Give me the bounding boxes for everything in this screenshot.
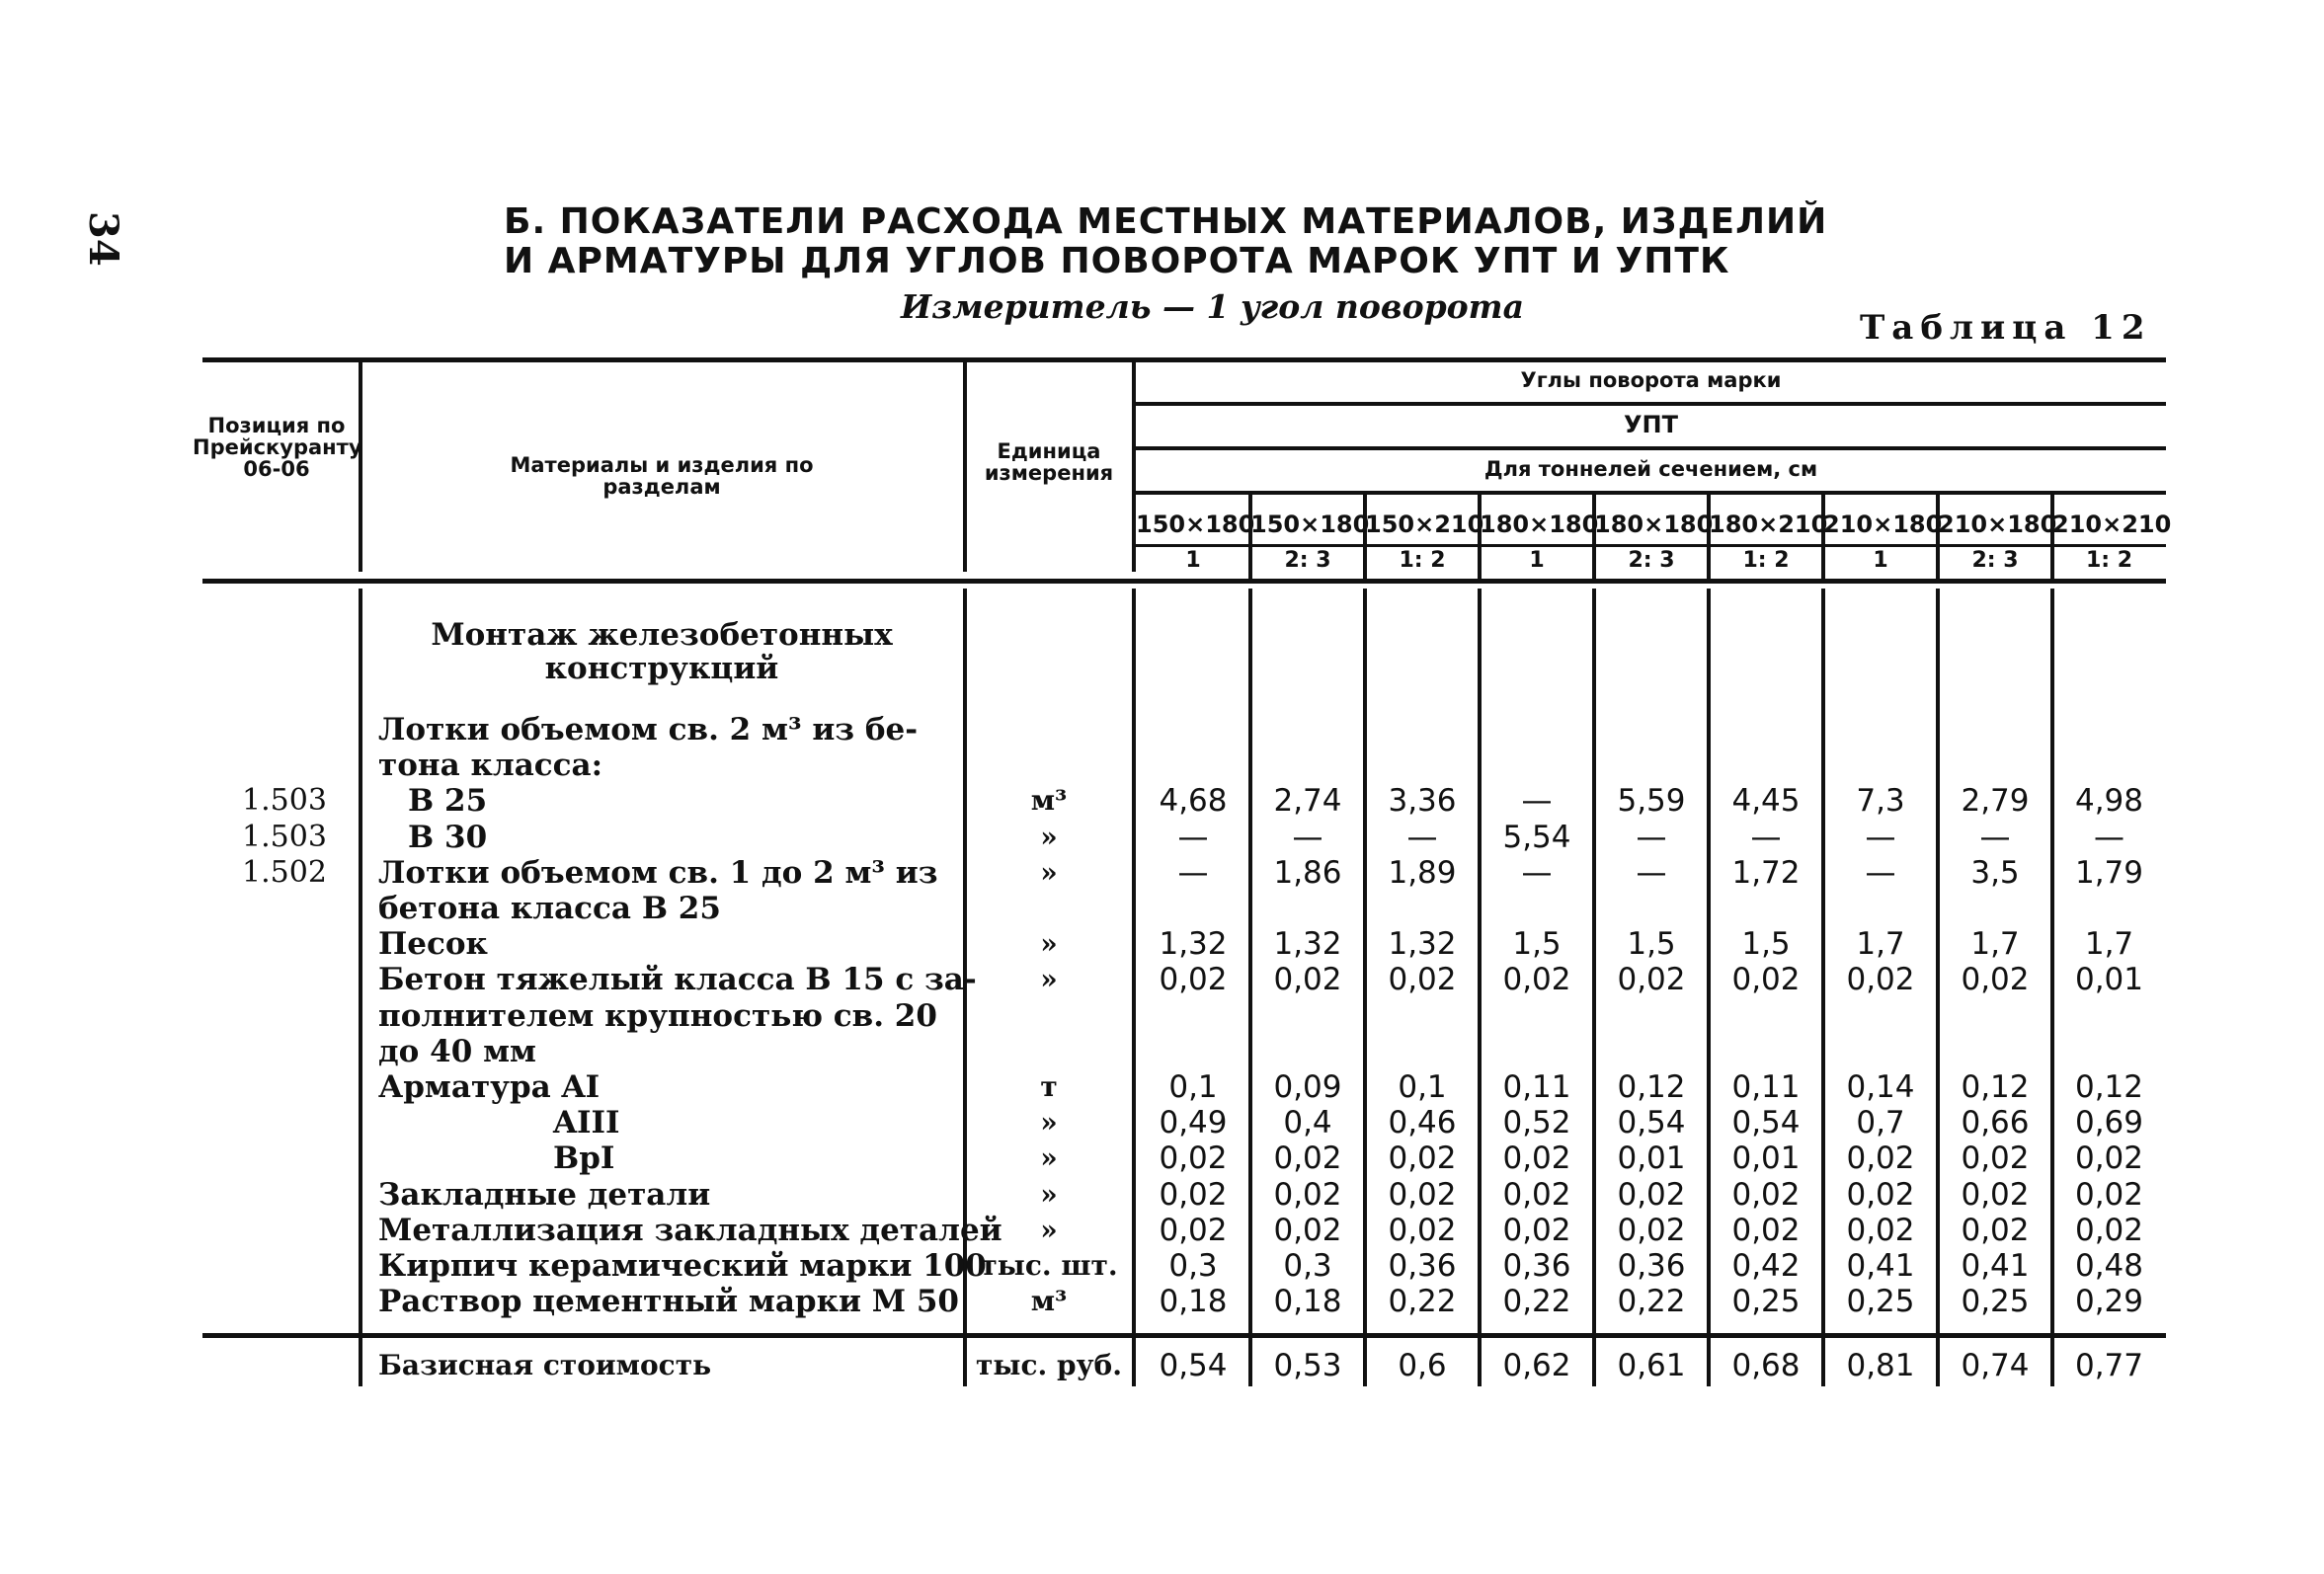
section-title <box>425 618 899 685</box>
row-value: 0,29 <box>2074 1284 2144 1320</box>
row-value: — <box>1521 783 1553 820</box>
row-value: 0,01 <box>1617 1141 1686 1177</box>
row-value: 1,32 <box>1273 926 1342 963</box>
base-cost-value: 0,6 <box>1398 1348 1447 1383</box>
column-ratio: 2: 3 <box>1971 548 2019 573</box>
row-value: 0,36 <box>1502 1248 1571 1284</box>
row-value: 0,02 <box>1731 962 1801 998</box>
row-material: полнителем крупностью св. 20 <box>378 997 937 1034</box>
row-value: 0,12 <box>1617 1069 1686 1105</box>
row-value: 1,86 <box>1273 854 1342 891</box>
row-unit: » <box>1040 855 1058 889</box>
row-value: 0,18 <box>1159 1284 1228 1320</box>
row-value: 0,02 <box>2074 1141 2144 1177</box>
title-line-2: И АРМАТУРЫ ДЛЯ УГЛОВ ПОВОРОТА МАРОК УПТ И УПТК <box>504 241 1730 281</box>
table-label: Таблица 12 <box>1860 308 2152 348</box>
row-material: до 40 мм <box>378 1033 536 1069</box>
column-ratio: 1 <box>1185 548 1201 573</box>
row-value: — <box>1177 819 1209 855</box>
row-position: 1.503 <box>242 819 327 854</box>
row-material: бетона класса В 25 <box>378 891 721 926</box>
row-value: 1,7 <box>1970 926 2020 963</box>
row-value: 0,22 <box>1502 1284 1571 1320</box>
row-value: 0,18 <box>1273 1284 1342 1320</box>
column-size: 210×210 <box>2052 511 2172 538</box>
table-top-rule <box>202 357 2166 362</box>
row-value: 0,02 <box>1273 962 1342 998</box>
base-cost-unit: тыс. руб. <box>976 1349 1122 1381</box>
row-value: 0,02 <box>1159 1176 1228 1213</box>
row-value: 7,3 <box>1856 783 1905 820</box>
section-title-text: Монтаж железобетонных конструкций <box>431 617 893 686</box>
row-value: — <box>1750 819 1782 855</box>
row-value: 0,02 <box>1159 962 1228 998</box>
row-value: 5,54 <box>1502 819 1571 855</box>
measure-subtitle: Измеритель — 1 угол поворота <box>901 287 1524 326</box>
base-cost-value: 0,77 <box>2074 1348 2144 1383</box>
row-value: — <box>1979 819 2011 855</box>
row-value: 4,98 <box>2074 783 2144 820</box>
row-unit: » <box>1040 820 1058 853</box>
row-value: 0,02 <box>1961 1141 2030 1177</box>
row-value: 0,09 <box>1273 1069 1342 1105</box>
row-value: 0,54 <box>1617 1105 1686 1141</box>
row-material: Лотки объемом св. 1 до 2 м³ из <box>378 854 938 891</box>
row-unit: » <box>1040 1106 1058 1140</box>
row-value: 0,02 <box>1617 1176 1686 1213</box>
angles-rule <box>1136 402 2166 406</box>
row-value: 0,11 <box>1731 1069 1801 1105</box>
column-ratio: 1: 2 <box>2085 548 2133 573</box>
header-unit: Единица измерения <box>984 439 1114 485</box>
row-value: 1,72 <box>1731 854 1801 891</box>
row-value: 0,02 <box>1502 1176 1571 1213</box>
header-brand: УПТ <box>1624 411 1678 438</box>
row-value: — <box>1636 819 1667 855</box>
row-value: 0,02 <box>1502 962 1571 998</box>
column-ratio: 1: 2 <box>1399 548 1446 573</box>
row-value: 0,54 <box>1731 1105 1801 1141</box>
base-cost-value: 0,74 <box>1961 1348 2030 1383</box>
column-size: 180×210 <box>1709 511 1828 538</box>
row-value: 5,59 <box>1617 783 1686 820</box>
row-value: 1,89 <box>1388 854 1457 891</box>
row-value: 0,02 <box>1159 1141 1228 1177</box>
base-cost-value: 0,53 <box>1273 1348 1342 1383</box>
row-unit: » <box>1040 963 1058 996</box>
row-value: 0,02 <box>1617 1212 1686 1248</box>
row-value: 0,02 <box>1388 1141 1457 1177</box>
row-unit: » <box>1040 1141 1058 1175</box>
row-value: 0,3 <box>1168 1248 1218 1284</box>
row-value: 0,02 <box>2074 1176 2144 1213</box>
row-value: 0,69 <box>2074 1105 2144 1141</box>
row-value: — <box>1177 854 1209 891</box>
row-value: 0,66 <box>1961 1105 2030 1141</box>
row-unit: » <box>1040 927 1058 961</box>
page-title <box>504 202 1886 281</box>
title-line-1: Б. ПОКАЗАТЕЛИ РАСХОДА МЕСТНЫХ МАТЕРИАЛОВ, ИЗДЕЛИЙ <box>504 201 1828 242</box>
row-value: 0,02 <box>1273 1176 1342 1213</box>
row-value: — <box>1292 819 1323 855</box>
column-ratio: 1 <box>1873 548 1888 573</box>
row-value: 1,5 <box>1741 926 1791 963</box>
row-value: 0,52 <box>1502 1105 1571 1141</box>
page-number: 34 <box>80 211 126 267</box>
row-value: 0,49 <box>1159 1105 1228 1141</box>
row-value: 0,14 <box>1846 1069 1915 1105</box>
header-angles: Углы поворота марки <box>1520 368 1782 392</box>
row-value: 2,74 <box>1273 783 1342 820</box>
row-value: 4,68 <box>1159 783 1228 820</box>
row-value: 0,7 <box>1856 1105 1905 1141</box>
base-cost-value: 0,61 <box>1617 1348 1686 1383</box>
row-material: Закладные детали <box>378 1176 711 1213</box>
column-size: 150×180 <box>1250 511 1370 538</box>
header-sections: Для тоннелей сечением, см <box>1483 457 1818 481</box>
row-value: 0,41 <box>1846 1248 1915 1284</box>
column-size: 180×180 <box>1594 511 1714 538</box>
row-value: 0,02 <box>2074 1212 2144 1248</box>
size-rule <box>1136 544 2166 547</box>
row-material: Бетон тяжелый класса В 15 с за- <box>378 962 977 998</box>
row-value: 0,22 <box>1617 1284 1686 1320</box>
header-bottom-rule <box>202 579 2166 584</box>
row-material: В 25 <box>408 783 488 820</box>
column-ratio: 2: 3 <box>1284 548 1331 573</box>
row-position: 1.503 <box>242 783 327 819</box>
row-unit: т <box>1040 1070 1058 1103</box>
row-material: Раствор цементный марки М 50 <box>378 1284 960 1320</box>
row-value: 1,5 <box>1512 926 1562 963</box>
column-ratio: 1: 2 <box>1742 548 1790 573</box>
row-value: 0,02 <box>1846 1141 1915 1177</box>
row-value: 0,02 <box>1273 1212 1342 1248</box>
column-ratio: 1 <box>1529 548 1545 573</box>
row-value: 0,41 <box>1961 1248 2030 1284</box>
sections-rule <box>1136 491 2166 495</box>
row-material: Песок <box>378 926 488 963</box>
row-value: — <box>1406 819 1438 855</box>
row-value: — <box>1865 819 1896 855</box>
column-size: 210×180 <box>1823 511 1943 538</box>
base-cost-value: 0,68 <box>1731 1348 1801 1383</box>
row-value: 1,79 <box>2074 854 2144 891</box>
row-value: 0,02 <box>1961 1176 2030 1213</box>
row-value: — <box>1865 854 1896 891</box>
header-position: Позиция по Прейскуранту 06-06 <box>193 414 362 481</box>
row-unit: » <box>1040 1177 1058 1211</box>
row-value: 0,02 <box>1846 962 1915 998</box>
row-value: 0,01 <box>1731 1141 1801 1177</box>
row-value: 1,7 <box>1856 926 1905 963</box>
row-value: 4,45 <box>1731 783 1801 820</box>
row-value: 3,36 <box>1388 783 1457 820</box>
row-value: 0,3 <box>1283 1248 1332 1284</box>
row-value: 0,02 <box>1846 1212 1915 1248</box>
column-size: 150×180 <box>1136 511 1255 538</box>
base-cost-value: 0,54 <box>1159 1348 1228 1383</box>
row-value: 0,42 <box>1731 1248 1801 1284</box>
row-value: 0,4 <box>1283 1105 1332 1141</box>
column-size: 210×180 <box>1938 511 2057 538</box>
row-value: 0,02 <box>1617 962 1686 998</box>
row-value: 0,11 <box>1502 1069 1571 1105</box>
row-value: 0,1 <box>1168 1069 1218 1105</box>
row-value: 0,25 <box>1846 1284 1915 1320</box>
header-materials: Материалы и изделия по разделам <box>510 453 814 499</box>
row-unit: м³ <box>1030 784 1068 818</box>
row-value: 0,46 <box>1388 1105 1457 1141</box>
row-unit: м³ <box>1030 1285 1068 1318</box>
row-value: 0,02 <box>1731 1212 1801 1248</box>
row-value: 0,02 <box>1961 962 2030 998</box>
row-value: 0,02 <box>1388 1176 1457 1213</box>
row-material: Кирпич керамический марки 100 <box>378 1248 987 1284</box>
row-value: 0,12 <box>2074 1069 2144 1105</box>
row-value: 0,12 <box>1961 1069 2030 1105</box>
row-value: 0,02 <box>1159 1212 1228 1248</box>
row-value: 0,36 <box>1617 1248 1686 1284</box>
row-unit: тыс. шт. <box>980 1249 1118 1282</box>
table-bottom-rule <box>202 1333 2166 1338</box>
row-value: 1,32 <box>1388 926 1457 963</box>
row-material: Лотки объемом св. 2 м³ из бе- <box>378 712 919 748</box>
column-ratio: 2: 3 <box>1628 548 1675 573</box>
row-material: тона класса: <box>378 748 603 784</box>
row-value: — <box>1521 854 1553 891</box>
base-cost-value: 0,62 <box>1502 1348 1571 1383</box>
row-value: 0,02 <box>1388 962 1457 998</box>
row-value: 0,02 <box>1502 1212 1571 1248</box>
row-value: 0,02 <box>1273 1141 1342 1177</box>
row-value: 0,25 <box>1731 1284 1801 1320</box>
row-value: 0,36 <box>1388 1248 1457 1284</box>
row-value: 0,02 <box>1731 1176 1801 1213</box>
row-material: Металлизация закладных деталей <box>378 1212 1002 1248</box>
row-value: 1,32 <box>1159 926 1228 963</box>
row-value: 3,5 <box>1970 854 2020 891</box>
row-value: 0,02 <box>1846 1176 1915 1213</box>
row-value: 1,5 <box>1627 926 1676 963</box>
row-material: В 30 <box>408 819 488 855</box>
row-value: 0,02 <box>1388 1212 1457 1248</box>
base-cost-label: Базисная стоимость <box>378 1349 712 1381</box>
row-value: 0,02 <box>1502 1141 1571 1177</box>
row-value: — <box>2094 819 2124 855</box>
col-line-pos-body <box>359 589 362 1386</box>
row-value: 2,79 <box>1961 783 2030 820</box>
row-value: 0,22 <box>1388 1284 1457 1320</box>
row-value: 1,7 <box>2084 926 2134 963</box>
base-cost-value: 0,81 <box>1846 1348 1915 1383</box>
row-material: Арматура AI <box>378 1069 601 1105</box>
column-size: 150×210 <box>1365 511 1484 538</box>
row-position: 1.502 <box>242 854 327 890</box>
row-value: 0,1 <box>1398 1069 1447 1105</box>
row-value: 0,02 <box>1961 1212 2030 1248</box>
column-size: 180×180 <box>1480 511 1599 538</box>
row-unit: » <box>1040 1213 1058 1246</box>
row-material: BpI <box>553 1141 615 1177</box>
row-value: 0,01 <box>2074 962 2144 998</box>
brand-rule <box>1136 446 2166 450</box>
row-value: 0,48 <box>2074 1248 2144 1284</box>
row-value: 0,25 <box>1961 1284 2030 1320</box>
row-material: AIII <box>553 1105 620 1141</box>
row-value: — <box>1636 854 1667 891</box>
